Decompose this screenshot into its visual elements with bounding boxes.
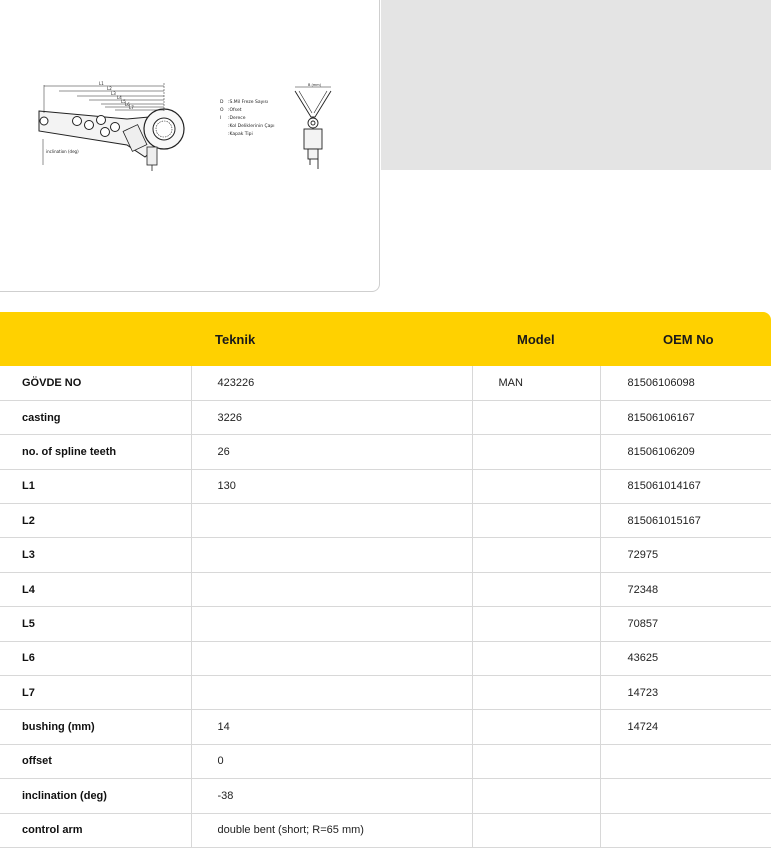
row-label: inclination (deg) bbox=[0, 779, 191, 813]
legend-key-o: O bbox=[220, 108, 224, 113]
row-teknik bbox=[191, 676, 472, 710]
row-model bbox=[472, 676, 600, 710]
row-model bbox=[472, 607, 600, 641]
row-label: L4 bbox=[0, 572, 191, 606]
row-oem bbox=[600, 779, 771, 813]
row-oem: 815061014167 bbox=[600, 469, 771, 503]
row-oem: 81506106098 bbox=[600, 366, 771, 400]
row-model bbox=[472, 572, 600, 606]
legend-text-bores: :Kol Deliklerinin Çapı bbox=[228, 124, 275, 129]
row-oem: 14724 bbox=[600, 710, 771, 744]
inclination-label: inclination (deg) bbox=[46, 149, 79, 154]
product-image-card bbox=[0, 0, 380, 292]
row-model bbox=[472, 813, 600, 847]
row-teknik: 0 bbox=[191, 744, 472, 778]
dim-label-l5: L5 bbox=[121, 99, 126, 104]
row-label: L5 bbox=[0, 607, 191, 641]
row-label: L1 bbox=[0, 469, 191, 503]
table-row bbox=[0, 813, 771, 847]
row-label: L7 bbox=[0, 676, 191, 710]
arm-hole-6 bbox=[111, 123, 120, 132]
arm-hole-1 bbox=[40, 117, 48, 125]
row-oem: 815061015167 bbox=[600, 504, 771, 538]
row-teknik: 3226 bbox=[191, 400, 472, 434]
row-model: MAN bbox=[472, 366, 600, 400]
row-oem bbox=[600, 744, 771, 778]
row-teknik bbox=[191, 607, 472, 641]
dim-label-l7: L7 bbox=[129, 105, 134, 110]
row-teknik bbox=[191, 504, 472, 538]
row-model bbox=[472, 641, 600, 675]
row-label: control arm bbox=[0, 813, 191, 847]
legend-text-i: :Derece bbox=[228, 116, 246, 121]
row-teknik bbox=[191, 572, 472, 606]
table-row bbox=[0, 641, 771, 675]
row-oem: 81506106167 bbox=[600, 400, 771, 434]
row-label: casting bbox=[0, 400, 191, 434]
table-row bbox=[0, 538, 771, 572]
dim-label-l3: L3 bbox=[111, 91, 116, 96]
legend-text-d: :S.Mil Freze Sayısı bbox=[228, 100, 269, 105]
header-teknik: Teknik bbox=[215, 331, 256, 347]
row-label: L6 bbox=[0, 641, 191, 675]
table-row bbox=[0, 572, 771, 606]
table-row bbox=[0, 710, 771, 744]
header-label bbox=[0, 312, 191, 366]
row-teknik bbox=[191, 538, 472, 572]
row-model bbox=[472, 504, 600, 538]
row-teknik: -38 bbox=[191, 779, 472, 813]
row-model bbox=[472, 469, 600, 503]
row-label: L2 bbox=[0, 504, 191, 538]
table-row bbox=[0, 400, 771, 434]
dim-label-l4: L4 bbox=[117, 95, 122, 100]
dim-label-l6: L6 bbox=[125, 102, 130, 107]
row-model bbox=[472, 400, 600, 434]
row-label: offset bbox=[0, 744, 191, 778]
row-model bbox=[472, 435, 600, 469]
row-oem: 81506106209 bbox=[600, 435, 771, 469]
row-oem: 72975 bbox=[600, 538, 771, 572]
row-teknik: 14 bbox=[191, 710, 472, 744]
arm-hole-4 bbox=[97, 116, 106, 125]
table-row bbox=[0, 504, 771, 538]
side-view bbox=[295, 87, 331, 169]
legend-key-i: I bbox=[220, 116, 222, 121]
slack-adjuster-diagram bbox=[0, 0, 379, 291]
row-teknik: 26 bbox=[191, 435, 472, 469]
row-teknik: 423226 bbox=[191, 366, 472, 400]
row-model bbox=[472, 744, 600, 778]
row-teknik: double bent (short; R=65 mm) bbox=[191, 813, 472, 847]
legend-text-cover: :Kapak Tipi bbox=[228, 132, 253, 137]
row-model bbox=[472, 538, 600, 572]
table-header-row bbox=[0, 312, 771, 366]
table-row bbox=[0, 366, 771, 400]
row-oem: 72348 bbox=[600, 572, 771, 606]
row-label: no. of spline teeth bbox=[0, 435, 191, 469]
dim-label-l1: L1 bbox=[99, 81, 104, 86]
header-model: Model bbox=[517, 331, 555, 347]
row-model bbox=[472, 779, 600, 813]
table-row bbox=[0, 469, 771, 503]
row-teknik: 130 bbox=[191, 469, 472, 503]
top-view-label: B (mm) bbox=[308, 83, 322, 87]
arm-hole-2 bbox=[73, 117, 82, 126]
row-label: GÖVDE NO bbox=[0, 366, 191, 400]
gray-placeholder-panel bbox=[381, 0, 771, 170]
row-label: bushing (mm) bbox=[0, 710, 191, 744]
row-label: L3 bbox=[0, 538, 191, 572]
row-oem: 43625 bbox=[600, 641, 771, 675]
header-oem: OEM No bbox=[663, 331, 714, 347]
table-row bbox=[0, 676, 771, 710]
table-row bbox=[0, 779, 771, 813]
table-row bbox=[0, 435, 771, 469]
legend-key-d: D bbox=[220, 100, 224, 105]
row-oem bbox=[600, 813, 771, 847]
row-oem: 14723 bbox=[600, 676, 771, 710]
row-model bbox=[472, 710, 600, 744]
legend-text-o: :Ofset bbox=[228, 108, 242, 113]
dim-label-l2: L2 bbox=[107, 86, 112, 91]
spec-table bbox=[0, 312, 771, 848]
table-row bbox=[0, 607, 771, 641]
arm-hole-3 bbox=[85, 121, 94, 130]
row-teknik bbox=[191, 641, 472, 675]
row-oem: 70857 bbox=[600, 607, 771, 641]
arm-hole-5 bbox=[101, 128, 110, 137]
table-row bbox=[0, 744, 771, 778]
